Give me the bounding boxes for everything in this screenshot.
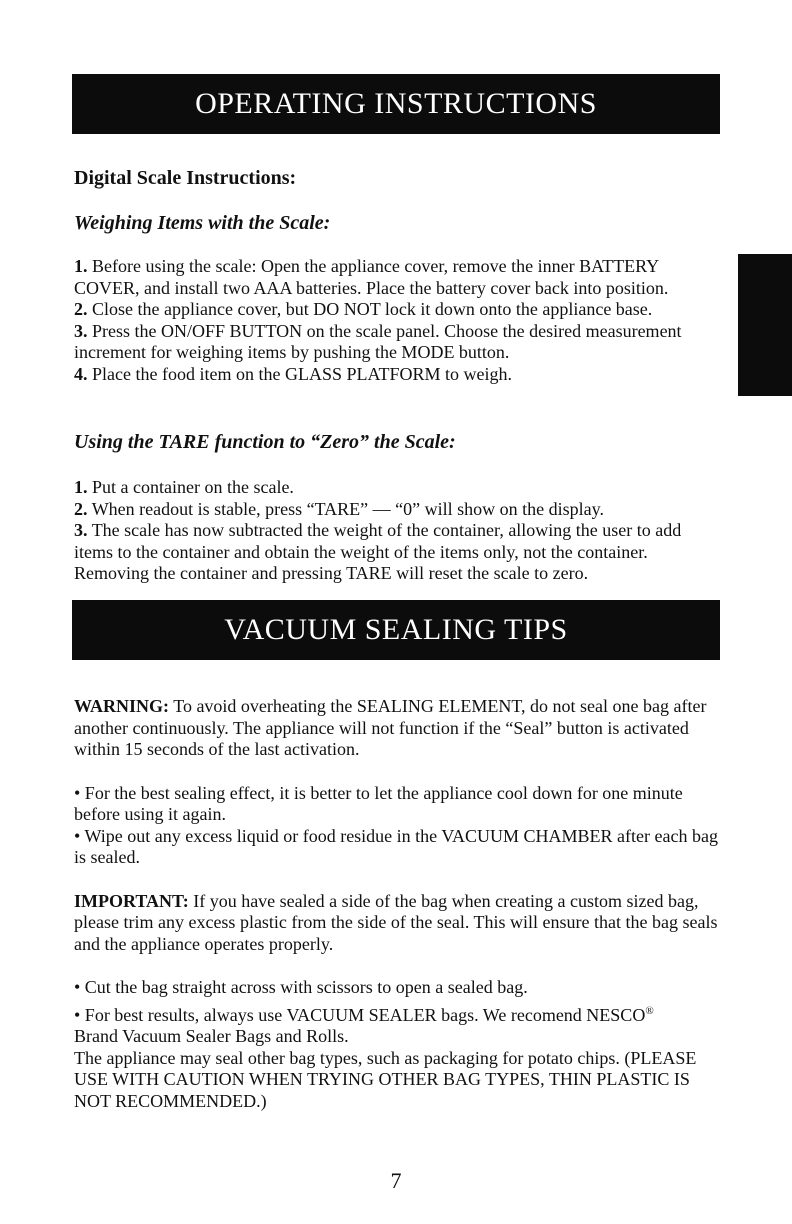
list-item	[74, 256, 724, 299]
section-banner-operating	[72, 74, 720, 134]
list-item: • For the best sealing effect, it is better to let the appliance cool down for one minute before using it again.	[74, 782, 683, 824]
step-text: Close the appliance cover, but DO NOT lock it down onto the appliance base.	[92, 299, 653, 319]
step-number: 2.	[74, 498, 88, 519]
step-number: 1.	[74, 477, 88, 497]
step-text: Before using the scale: Open the appliance cover, remove the inner BATTERY COVER, and install two AAA batteries. Place the battery cover back into position.	[74, 256, 669, 298]
list-item	[74, 1005, 724, 1048]
important-paragraph	[74, 891, 724, 956]
scale-heading: Digital Scale Instructions:	[74, 167, 297, 189]
tips-body	[74, 696, 724, 1112]
warning-label: WARNING:	[74, 696, 170, 716]
section-banner-title: VACUUM SEALING TIPS	[224, 613, 568, 646]
step-text: The scale has now subtracted the weight of the container, allowing the user to add items to the container and obtain the weight of the items only, not the container. Removing the container and pressing TARE will reset the scale to zero.	[74, 520, 682, 583]
step-text: When readout is stable, press “TARE” — “0” will show on the display.	[91, 498, 604, 519]
side-tab-marker	[738, 254, 792, 396]
step-text: Place the food item on the GLASS PLATFORM to weigh.	[92, 363, 512, 384]
step-number: 1.	[74, 256, 88, 276]
tare-heading: Using the TARE function to “Zero” the Scale:	[74, 431, 456, 453]
tip-best-text: • For best results, always use VACUUM SEALER bags. We recomend NESCO	[74, 1004, 646, 1025]
warning-paragraph	[74, 696, 724, 761]
list-item	[74, 520, 724, 585]
section-banner-vacuum	[72, 600, 720, 660]
list-item	[74, 299, 724, 321]
step-text: Press the ON/OFF BUTTON on the scale panel. Choose the desired measurement increment for weighing items by pushing the MODE button.	[74, 320, 682, 362]
step-number: 2.	[74, 299, 88, 319]
step-number: 4.	[74, 363, 88, 384]
weigh-heading: Weighing Items with the Scale:	[74, 212, 331, 234]
step-number: 3.	[74, 320, 88, 341]
registered-mark: ®	[645, 1004, 654, 1017]
step-number: 3.	[74, 520, 88, 540]
list-item	[74, 364, 724, 386]
list-item	[74, 499, 724, 521]
tare-steps-list	[74, 477, 724, 585]
warning-text: To avoid overheating the SEALING ELEMENT, do not seal one bag after another continuously. The appliance will not function if the “Seal” button is activated within 15 seconds of the last activation.	[74, 696, 707, 759]
list-item: • Cut the bag straight across with scissors to open a sealed bag.	[74, 977, 528, 997]
list-item	[74, 477, 724, 499]
step-text: Put a container on the scale.	[92, 477, 294, 497]
page-number: 7	[390, 1168, 402, 1193]
important-text: If you have sealed a side of the bag when creating a custom sized bag, please trim any excess plastic from the side of the seal. This will ensure that the bag seals and the appliance operates properly.	[74, 890, 718, 954]
list-item: • Wipe out any excess liquid or food residue in the VACUUM CHAMBER after each bag is sealed.	[74, 825, 718, 867]
other-bags-note: The appliance may seal other bag types, such as packaging for potato chips. (PLEASE USE WITH CAUTION WHEN TRYING OTHER BAG TYPES, THIN PLASTIC IS NOT RECOMMENDED.)	[74, 1047, 697, 1111]
list-item	[74, 321, 724, 364]
important-label: IMPORTANT:	[74, 890, 189, 911]
tip-best-text-cont: Brand Vacuum Sealer Bags and Rolls.	[74, 1026, 349, 1046]
section-banner-title: OPERATING INSTRUCTIONS	[195, 87, 597, 120]
weigh-steps-list	[74, 256, 724, 385]
